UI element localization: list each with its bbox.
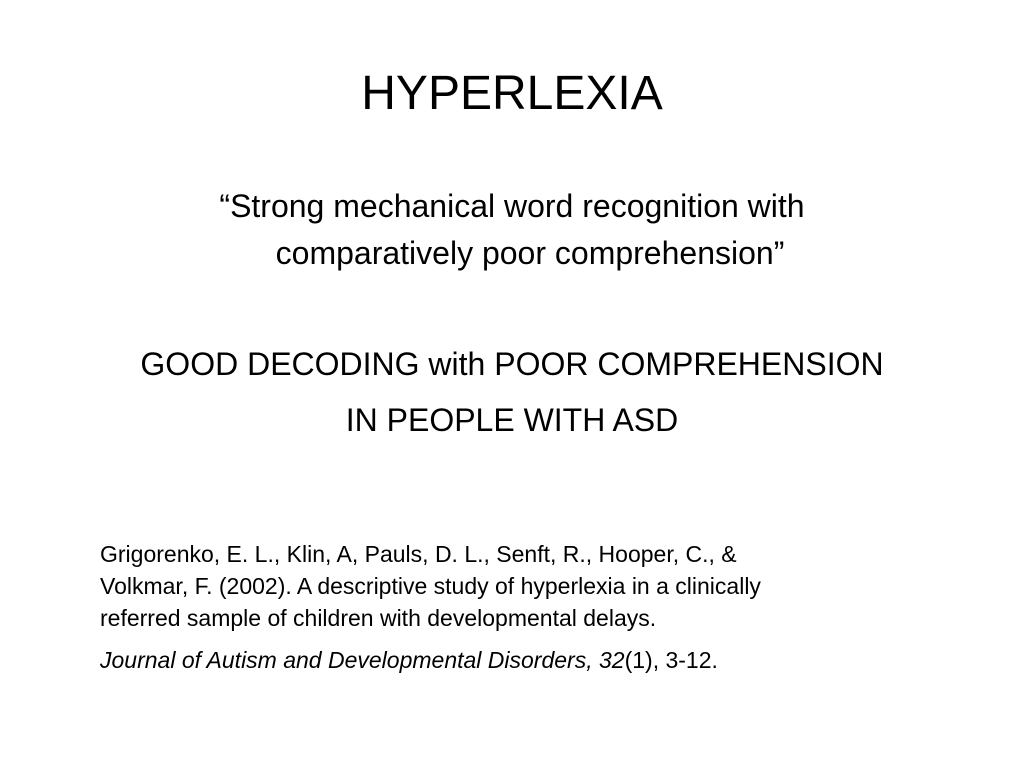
slide-title: HYPERLEXIA [361, 67, 663, 120]
journal-issue-pages: (1), 3-12. [624, 647, 718, 673]
quote-line-2: comparatively poor comprehension” [275, 235, 785, 271]
journal-title: Journal of Autism and Developmental Disorders, 32 [100, 647, 625, 673]
citation-line-1: Grigorenko, E. L., Klin, A, Pauls, D. L., Senft, R., Hooper, C., & [100, 541, 737, 567]
definition-quote [110, 183, 914, 277]
citation-journal [100, 644, 940, 676]
citation [100, 538, 940, 676]
citation-line-2: Volkmar, F. (2002). A descriptive study of hyperlexia in a clinically [100, 573, 761, 599]
headline-line-2: IN PEOPLE WITH ASD [345, 402, 679, 438]
quote-line-1: “Strong mechanical word recognition with [219, 188, 805, 224]
citation-line-3: referred sample of children with developmental delays. [100, 605, 657, 631]
headline-line-1: GOOD DECODING with POOR COMPREHENSION [140, 346, 884, 382]
